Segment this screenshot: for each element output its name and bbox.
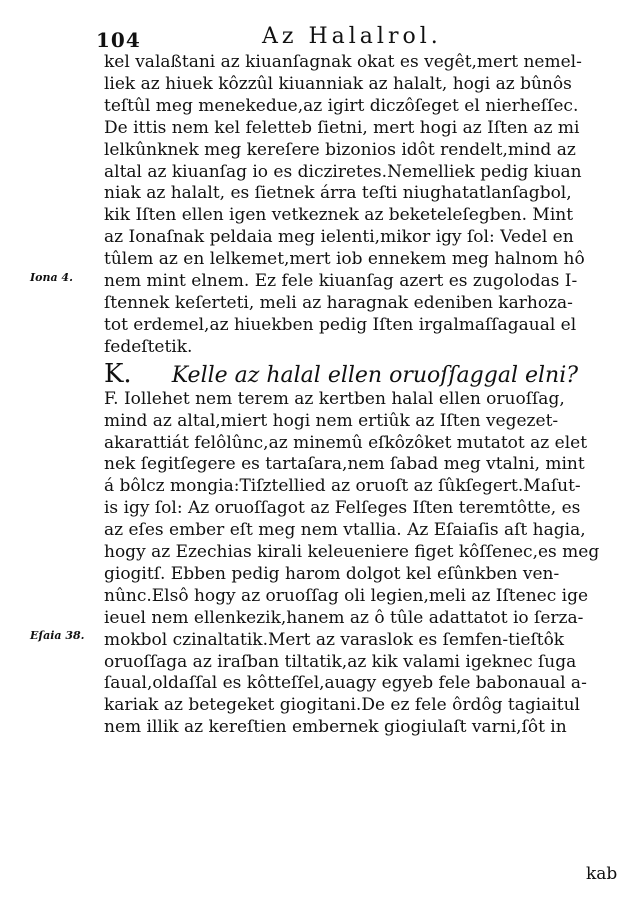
text-line: ſaual,oldaſſal es kôtteſſel,auagy egyeb fele babonaual a-: [104, 673, 587, 694]
text-line: niak az halalt, es ſietnek árra teſti niughatatlanſagbol,: [104, 183, 572, 204]
section-heading: [104, 359, 624, 389]
text-line: kel valaßtani az kiuanſagnak okat es vegêt,mert nemel-: [104, 52, 582, 72]
body-text: [104, 52, 624, 739]
heading-letter: K.: [104, 358, 132, 389]
text-line: az Ionaſnak peldaia meg ielenti,mikor igy ſol: Vedel en: [104, 227, 574, 248]
text-line: kariak az betegeket giogitani.De ez fele ôrdôg tagiaitul: [104, 695, 580, 716]
heading-text: Kelle az halal ellen oruoſſaggal elni?: [171, 362, 579, 388]
text-line: nem mint elnem. Ez fele kiuanſag azert es zugolodas I-: [104, 271, 578, 292]
text-line: nûnc.Elsô hogy az oruoſſag oli legien,meli az Iſtenec ige: [104, 585, 589, 606]
text-line: altal az kiuanſag io es dicziretes.Nemelliek pedig kiuan: [104, 161, 582, 182]
text-line: ieuel nem ellenkezik,hanem az ô tûle adattatot io ſerza-: [104, 607, 584, 628]
text-line: akarattiát felôlûnc,az minemû eſkôzôket mutatot az elet: [104, 432, 588, 453]
text-line: giogitſ. Ebben pedig harom dolgot kel eſûnkben ven-: [104, 563, 560, 584]
text-line: F. Iollehet nem terem az kertben halal ellen oruoſſag,: [104, 388, 565, 409]
text-line: fedeſtetik.: [104, 336, 193, 357]
running-head: Az Halalrol.: [262, 24, 442, 49]
text-line: tûlem az en lelkemet,mert iob ennekem meg halnom hô: [104, 249, 585, 270]
text-line: De ittis nem kel feletteb ſietni, mert hogi az Iſten az mi: [104, 117, 580, 138]
margin-note-jonah: Iona 4.: [30, 271, 73, 284]
text-line: lelkûnknek meg kereſere bizonios idôt rendelt,mind az: [104, 139, 576, 160]
text-line: kik Iſten ellen igen vetkeznek az beketeleſegben. Mint: [104, 205, 574, 226]
text-line: nek ſegitſegere es tartaſara,nem ſabad meg vtalni, mint: [104, 454, 585, 475]
text-line: az eſes ember eſt meg nem vtallia. Az Eſaiaſis aſt hagia,: [104, 520, 586, 541]
catchword: kab: [586, 864, 618, 884]
text-line: liek az hiuek kôzzûl kiuanniak az halalt, hogi az bûnôs: [104, 73, 572, 94]
text-line: ſtennek keſerteti, meli az haragnak edeniben karhoza-: [104, 292, 573, 313]
margin-note-isaiah: Eſaia 38.: [30, 629, 85, 642]
text-line: is igy ſol: Az oruoſſagot az Felſeges Iſten teremtôtte, es: [104, 498, 581, 519]
text-line: hogy az Ezechias kirali keleueniere figet kôſſenec,es meg: [104, 542, 600, 563]
text-line: tot erdemel,az hiuekben pedig Iſten irgalmaſſagaual el: [104, 314, 577, 335]
text-line: mokbol czinaltatik.Mert az varaslok es ſemfen-tieſtôk: [104, 629, 565, 650]
page-number: 104: [96, 28, 141, 52]
text-line: mind az altal,miert hogi nem ertiûk az Iſten vegezet-: [104, 410, 559, 431]
text-line: á bôlcz mongia:Tiſztellied az oruoſt az ſûkſegert.Maſut-: [104, 476, 581, 497]
text-line: teſtûl meg menekedue,az igirt diczôſeget el nierheſſec.: [104, 95, 579, 116]
text-line: oruoſſaga az iraſban tiltatik,az kik valami igeknec ſuga: [104, 651, 577, 672]
text-line: nem illik az kereſtien embernek giogiulaſt varni,ſôt in: [104, 717, 567, 738]
